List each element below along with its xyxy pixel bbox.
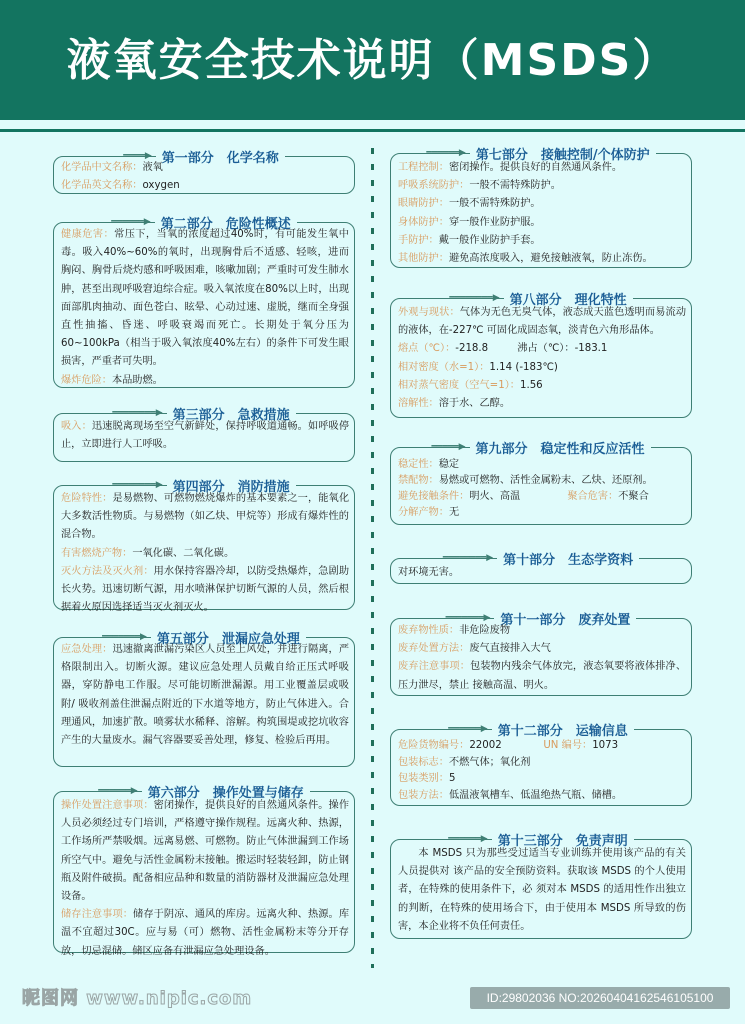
field-label: 储存注意事项：	[61, 909, 134, 921]
field-label: 吸入：	[61, 421, 92, 432]
page-header	[0, 0, 745, 120]
section-title: 第五部分 泄漏应急处理	[151, 628, 306, 647]
section-title: 第七部分 接触控制/个体防护	[470, 144, 656, 163]
arrow-icon: ━━━━━━▶	[448, 723, 488, 734]
section-title: 第二部分 危险性概述	[155, 213, 297, 232]
section-title: 第十一部分 废弃处置	[494, 609, 636, 628]
section-hazard-overview	[53, 212, 355, 388]
field-value: 密闭操作。提供良好的自然通风条件。	[448, 162, 623, 173]
section-title: 第四部分 消防措施	[167, 476, 296, 495]
arrow-icon: ━━━━━▶	[431, 441, 466, 452]
section-disposal	[390, 608, 692, 696]
watermark-logo: 昵图网 www.nipic.com	[22, 988, 253, 1009]
health-hazard	[61, 226, 349, 372]
field-label: 聚合危害：	[567, 491, 619, 502]
field-value: 溶于水、乙醇。	[438, 398, 511, 410]
field-label: 外观与现状：	[398, 307, 460, 318]
field-value: 废气直接排入大气	[469, 643, 551, 655]
field-label: 溶解性：	[398, 398, 439, 410]
field-label: 包装标志：	[398, 756, 449, 768]
section-first-aid	[53, 403, 355, 462]
field-value: 迅速撤离泄漏污染区人员至上风处，并进行隔离，严格限制出入。切断火源。建议应急处理人员戴自给正压式呼吸器，穿防静电工作服。尽可能切断泄漏源。用工业覆盖层或吸附/ 吸收剂盖住泄漏点附近的下水道等地方，防止气体进入。合理通风，加速扩散。喷雾状水稀释、溶解。构筑围堤或挖坑收容产生的大量废水。漏气容器要妥善处理，修复、检验后再用。	[61, 644, 350, 747]
field-label: 身体防护：	[398, 216, 449, 228]
field-value: 是易燃物、可燃物燃烧爆炸的基本要素之一，能氧化大多数活性物质。与易燃物（如乙炔、甲烷等）形成有爆炸性的混合物。	[61, 493, 350, 541]
field-value: 无	[448, 507, 460, 518]
field-label: 工程控制：	[398, 162, 449, 173]
field-label: 有害燃烧产物：	[61, 547, 133, 559]
field-value: 明火、高温	[469, 491, 521, 502]
section-fire-fighting	[53, 475, 355, 614]
image-id-badge: ID:29802036 NO:20260404162546105100	[470, 987, 730, 1009]
field-label: 沸占（℃）：	[517, 343, 575, 355]
section-disclaimer	[390, 829, 692, 939]
field-value: -218.8	[455, 343, 489, 355]
field-label: 相对密度（水=1）：	[398, 361, 490, 373]
field-value: 1.14 (-183℃)	[489, 361, 558, 373]
field-label: 危险特性：	[61, 493, 113, 504]
field-value: 避免高浓度吸入，避免接触液氧，防止冻伤。	[448, 253, 653, 265]
field-label: 禁配物：	[398, 475, 439, 486]
field-value: 用水保持容器冷却，以防受热爆炸，急剧助长火势。迅速切断气源，用水喷淋保护切断气源的人员，然后根据着火原因选择适当灭火剂灭火。	[61, 565, 350, 614]
field-value: 穿一般作业防护服。	[448, 216, 541, 228]
field-value: 稳定	[438, 459, 460, 470]
field-value: 迅速脱离现场至空气新鲜处，保持呼吸道通畅。如呼吸停止，立即进行人工呼吸。	[61, 421, 350, 451]
section-title: 第十二部分 运输信息	[492, 720, 634, 739]
field-value: 一氧化碳、二氧化碳。	[132, 547, 235, 559]
field-label: 相对蒸气密度（空气=1）：	[398, 379, 520, 391]
arrow-icon: ━━━━━━━━▶	[112, 479, 163, 490]
arrow-icon: ━━━━━━▶	[426, 147, 466, 158]
section-chemical-name	[53, 146, 355, 194]
field-row	[61, 159, 349, 177]
arrow-icon: ━━━━━━━━▶	[442, 552, 494, 563]
section-ecology	[390, 548, 692, 584]
arrow-icon: ━━━━━━━━▶	[112, 407, 163, 418]
field-label: 熔点（℃）：	[398, 343, 456, 355]
section-transport	[390, 719, 692, 806]
arrow-icon: ━━━━▶	[123, 150, 152, 161]
field-value: 不聚合	[618, 491, 649, 502]
field-value: 对环境无害。	[398, 567, 460, 578]
page-title: 液氧安全技术说明（MSDS）	[66, 35, 679, 86]
field-label: 化学品中文名称：	[61, 162, 143, 173]
field-label: 废弃物性质：	[398, 625, 460, 636]
field-label: 健康危害：	[61, 229, 115, 240]
field-label: 其他防护：	[398, 253, 449, 265]
field-value: 1073	[592, 740, 619, 751]
arrow-icon: ━━━━━━▶	[98, 785, 138, 796]
section-title: 第十部分 生态学资料	[497, 549, 639, 568]
section-title: 第八部分 理化特性	[504, 289, 633, 308]
section-title: 第三部分 急救措施	[167, 404, 296, 423]
field-value: 一般不需特殊防护。	[469, 180, 561, 192]
field-label: UN 编号：	[543, 740, 593, 751]
section-exposure-control	[390, 143, 692, 268]
field-value: 1.56	[519, 379, 543, 391]
field-value: 液氧	[142, 162, 163, 173]
field-label: 化学品英文名称：	[61, 180, 143, 192]
field-row	[61, 177, 349, 195]
disclaimer-text: 本 MSDS 只为那些受过适当专业训练并使用该产品的有关人员提供对 该产品的安全预防资料。获取该 MSDS 的个人使用者，在特殊的使用条件下，必 须对本 MSDS 的适用性作出独立的判断，在特殊的使用场合下，由于使用本 MSDS 所导致的伤害，本企业将不负任何责任。	[398, 848, 686, 932]
field-value: 气体为无色无臭气体，液态成天蓝色透明而易流动的液体，在-227℃ 可固化成固态氧，淡青色六角形晶体。	[398, 307, 687, 337]
section-title: 第九部分 稳定性和反应活性	[470, 438, 651, 457]
header-divider-line	[0, 129, 745, 132]
section-title: 第六部分 操作处置与储存	[142, 782, 310, 801]
field-label: 爆炸危险：	[61, 374, 112, 386]
field-label: 应急处理：	[61, 644, 113, 655]
field-value: 一般不需特殊防护。	[448, 198, 541, 210]
section-handling-storage	[53, 781, 355, 957]
field-label: 稳定性：	[398, 459, 439, 470]
field-label: 废弃注意事项：	[398, 661, 471, 673]
arrow-icon: ━━━━━━▶	[111, 216, 151, 227]
field-label: 废弃处置方法：	[398, 643, 470, 655]
arrow-icon: ━━━━━━━━▶	[449, 292, 500, 303]
field-value: 低温液氧槽车、低温绝热气瓶、储槽。	[448, 789, 623, 801]
field-value: 储存于阴凉、通风的库房。远离火种、热源。库温不宜超过30C。应与易（可）燃物、活性金属粉末等分开存放，切忌混储。储区应备有泄漏应急处理设备。	[61, 909, 350, 957]
section-leak-response	[53, 627, 355, 767]
field-label: 包装类别：	[398, 773, 449, 784]
field-value: 5	[448, 773, 456, 784]
field-value: 非危险废物	[459, 625, 511, 636]
field-value: 22002	[469, 740, 502, 751]
field-label: 灭火方法及灭火剂：	[61, 565, 154, 577]
field-value: 本品助燃。	[111, 374, 163, 386]
field-value: 包装物内残余气体放完，液态氧要将液体排净、压力泄尽，禁止 接触高温、明火。	[398, 661, 687, 691]
field-label: 分解产物：	[398, 507, 449, 518]
arrow-icon: ━━━━━━━▶	[445, 612, 491, 623]
field-label: 手防护：	[398, 234, 439, 246]
explosion-hazard	[61, 372, 349, 390]
field-label: 避免接触条件：	[398, 491, 470, 502]
section-physical-properties	[390, 288, 692, 418]
arrow-icon: ━━━━━━▶	[448, 833, 488, 844]
field-value: 密闭操作，提供良好的自然通风条件。操作人员必须经过专门培训，严格遵守操作规程。远离火种、热源，工作场所严禁吸烟。远离易燃、可燃物。防止气体泄漏到工作场所空气中。避免与活性金属粉末接触。搬运时轻装轻卸，防止钢瓶及附件破损。配备相应品种和数量的消防器材及泄漏应急处理设备。	[61, 800, 350, 903]
field-label: 包装方法：	[398, 789, 449, 801]
field-label: 呼吸系统防护：	[398, 180, 470, 192]
section-stability-reactivity	[390, 437, 692, 525]
section-title: 第十三部分 免责声明	[492, 830, 634, 849]
field-value: -183.1	[574, 343, 608, 355]
arrow-icon: ━━━━━━━▶	[102, 631, 147, 642]
field-value: oxygen	[142, 180, 180, 192]
field-label: 危险货物编号：	[398, 740, 470, 751]
field-label: 操作处置注意事项：	[61, 800, 154, 811]
column-divider	[371, 148, 374, 968]
section-title: 第一部分 化学名称	[156, 147, 285, 166]
field-value: 不燃气体；氧化剂	[448, 756, 531, 768]
field-value: 戴一般作业防护手套。	[438, 234, 541, 246]
field-value: 常压下，当氧的浓度超过40%时，有可能发生氧中毒。吸入40%~60%的氧时，出现胸骨后不适感、轻咳，进而胸闷、胸骨后烧灼感和呼吸困难，咳嗽加剧；严重时可发生肺水肿，甚至出现呼吸窘迫综合症。吸入氧浓度在80%以上时，出现面部肌肉抽动、面色苍白、眩晕、心动过速、虚脱，继而全身强直性抽搐、昏迷、呼吸衰竭而死亡。长期处于氧分压为60~100kPa（相当于吸入氧浓度40%左右）的条件下可发生眼损害，严重者可失明。	[61, 229, 349, 368]
field-label: 眼睛防护：	[398, 198, 449, 210]
field-value: 易燃或可燃物、活性金属粉末、乙炔、还原剂。	[438, 475, 653, 486]
